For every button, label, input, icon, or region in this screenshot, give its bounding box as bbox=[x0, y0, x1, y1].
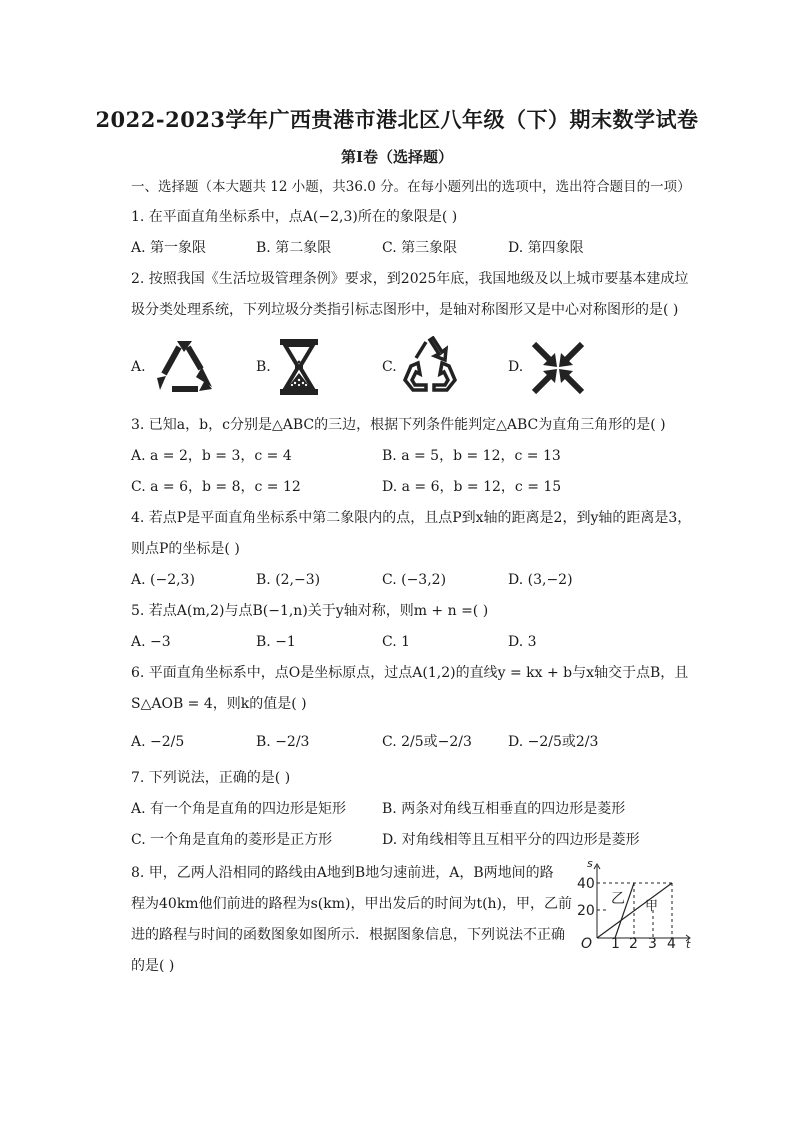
q6-option-a: A. −2/5 bbox=[131, 734, 185, 750]
question-7-stem: 7. 下列说法，正确的是( ) bbox=[131, 770, 291, 786]
question-6-stem-line1: 6. 平面直角坐标系中，点O是坐标原点，过点A(1,2)的直线y = kx + b与x轴交于点B，且 bbox=[131, 665, 689, 681]
q3-option-c: C. a = 6，b = 8，c = 12 bbox=[131, 479, 301, 495]
question-8-stem-line4: 的是( ) bbox=[131, 958, 175, 974]
question-5-stem: 5. 若点A(m,2)与点B(−1,n)关于y轴对称，则m + n =( ) bbox=[131, 603, 489, 619]
question-1-stem: 1. 在平面直角坐标系中，点A(−2,3)所在的象限是( ) bbox=[131, 209, 458, 225]
x-tick-1: 1 bbox=[611, 936, 620, 950]
q6-option-c: C. 2/5或−2/3 bbox=[382, 734, 472, 750]
q5-option-d: D. 3 bbox=[508, 634, 537, 650]
q4-option-b: B. (2,−3) bbox=[256, 572, 321, 588]
q3-option-d: D. a = 6，b = 12，c = 15 bbox=[382, 479, 562, 495]
recycle-arrows-icon bbox=[152, 338, 216, 396]
question-3-stem: 3. 已知a，b，c分别是△ABC的三边，根据下列条件能判定△ABC为直角三角形的是( ) bbox=[131, 417, 666, 433]
x-tick-4: 4 bbox=[667, 936, 676, 950]
q4-option-a: A. (−2,3) bbox=[131, 572, 195, 588]
question-6-stem-line2: S△AOB = 4，则k的值是( ) bbox=[131, 696, 307, 712]
q4-option-c: C. (−3,2) bbox=[382, 572, 447, 588]
q1-option-d: D. 第四象限 bbox=[508, 240, 584, 256]
question-8-stem-line3: 进的路程与时间的函数图象如图所示．根据图象信息，下列说法不正确 bbox=[131, 927, 565, 943]
question-2-stem-line2: 圾分类处理系统，下列垃圾分类指引标志图形中，是轴对称图形又是中心对称图形的是( ) bbox=[131, 302, 679, 318]
section-heading: 一、选择题（本大题共 12 小题，共36.0 分。在每小题列出的选项中，选出符合题目的一项） bbox=[131, 179, 691, 195]
label-yi: 乙 bbox=[611, 891, 625, 907]
q3-option-b: B. a = 5，b = 12，c = 13 bbox=[382, 448, 561, 464]
hourglass-icon bbox=[277, 337, 321, 397]
q4-option-d: D. (3,−2) bbox=[508, 572, 573, 588]
y-tick-40: 40 bbox=[577, 876, 595, 892]
y-tick-20: 20 bbox=[577, 903, 595, 919]
question-8-stem-line1: 8. 甲，乙两人沿相同的路线由A地到B地匀速前进，A，B两地间的路 bbox=[131, 865, 554, 881]
q7-option-b: B. 两条对角线互相垂直的四边形是菱形 bbox=[382, 801, 626, 817]
q6-option-b: B. −2/3 bbox=[256, 734, 310, 750]
q7-option-a: A. 有一个角是直角的四边形是矩形 bbox=[131, 801, 347, 817]
q2-option-c-label: C. bbox=[382, 359, 397, 375]
q1-option-a: A. 第一象限 bbox=[131, 240, 207, 256]
q1-option-c: C. 第三象限 bbox=[382, 240, 458, 256]
q1-option-b: B. 第二象限 bbox=[256, 240, 332, 256]
q5-option-c: C. 1 bbox=[382, 634, 411, 650]
page-title: 2022-2023学年广西贵港市港北区八年级（下）期末数学试卷 bbox=[95, 107, 699, 132]
recycle-triangle-icon bbox=[402, 336, 458, 396]
origin-label: O bbox=[581, 936, 593, 950]
q5-option-b: B. −1 bbox=[256, 634, 296, 650]
question-4-stem-line1: 4. 若点P是平面直角坐标系中第二象限内的点，且点P到x轴的距离是2，到y轴的距离是3， bbox=[131, 510, 692, 526]
q3-option-a: A. a = 2，b = 3，c = 4 bbox=[131, 448, 292, 464]
q2-option-d-label: D. bbox=[508, 359, 524, 375]
x-tick-2: 2 bbox=[629, 936, 638, 950]
q6-option-d: D. −2/5或2/3 bbox=[508, 734, 599, 750]
q5-option-a: A. −3 bbox=[131, 634, 171, 650]
s-axis-label: s bbox=[587, 858, 593, 870]
question-4-stem-line2: 则点P的坐标是( ) bbox=[131, 541, 240, 557]
question-2-stem-line1: 2. 按照我国《生活垃圾管理条例》要求，到2025年底，我国地级及以上城市要基本建成垃 bbox=[131, 271, 689, 287]
q7-option-c: C. 一个角是直角的菱形是正方形 bbox=[131, 832, 333, 848]
section-subtitle: 第I卷（选择题） bbox=[340, 148, 454, 166]
distance-time-graph bbox=[577, 858, 697, 950]
q7-option-d: D. 对角线相等且互相平分的四边形是菱形 bbox=[382, 832, 640, 848]
q2-option-a-label: A. bbox=[131, 359, 146, 375]
question-8-stem-line2: 程为40km他们前进的路程为s(km)，甲出发后的时间为t(h)，甲，乙前 bbox=[131, 896, 573, 912]
label-jia: 甲 bbox=[645, 899, 659, 914]
q2-option-b-label: B. bbox=[256, 359, 271, 375]
t-axis-label: t bbox=[686, 938, 691, 950]
x-tick-3: 3 bbox=[648, 936, 657, 950]
inward-arrows-icon bbox=[530, 340, 586, 396]
